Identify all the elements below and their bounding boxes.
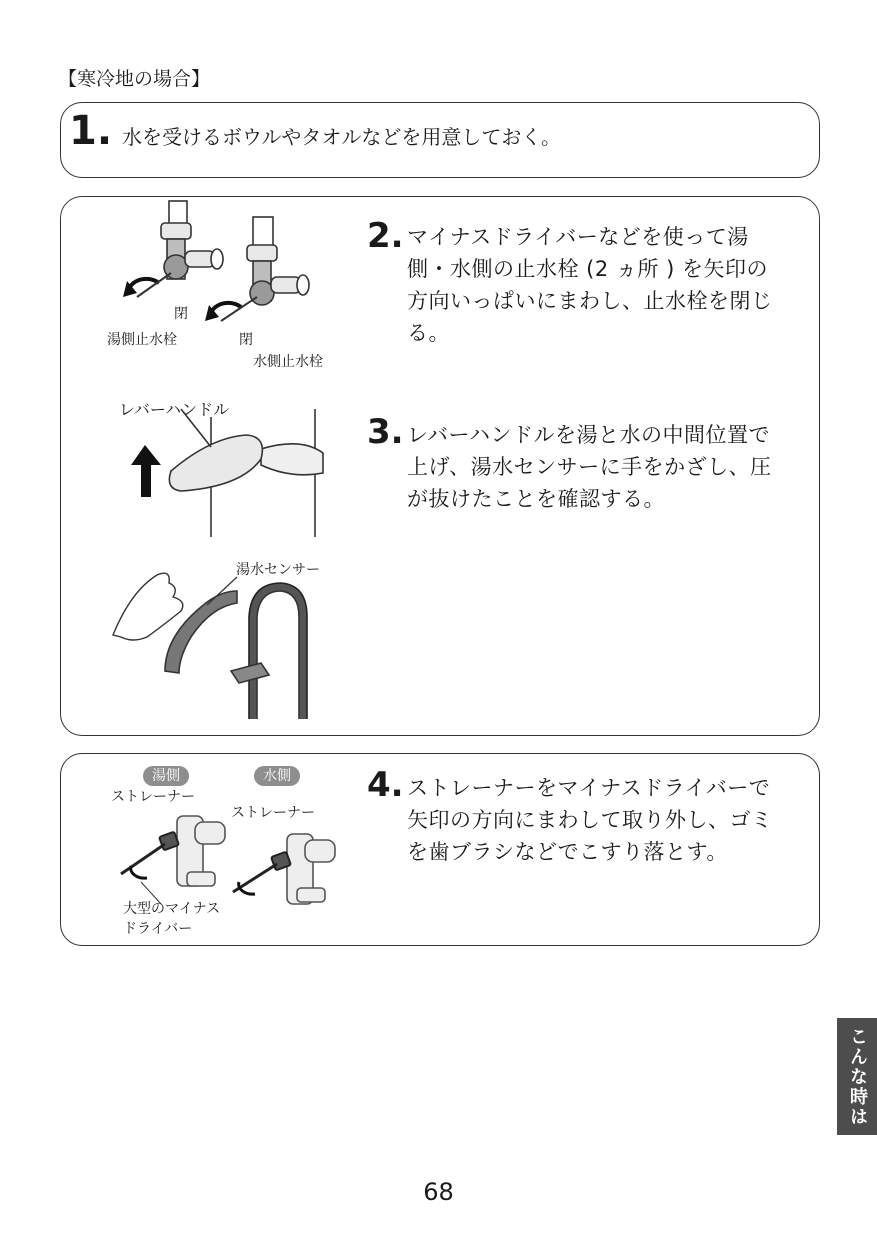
step2-line: る。 — [407, 321, 450, 345]
driver-label — [123, 898, 220, 938]
step4-line: 矢印の方向にまわして取り外し、ゴミ — [407, 808, 773, 832]
sensor-label: 湯水センサー — [236, 562, 320, 578]
step1-box — [60, 102, 820, 178]
hot-side-tag: 湯側 — [143, 766, 189, 786]
section-label: 【寒冷地の場合】 — [58, 68, 211, 90]
step4-text — [407, 772, 773, 868]
step2-text — [407, 221, 773, 349]
step3-line: が抜けたことを確認する。 — [407, 487, 665, 511]
close-label-hot: 閉 — [174, 306, 188, 322]
side-tab[interactable]: こんな時は — [837, 1018, 877, 1135]
step4-line: を歯ブラシなどでこすり落とす。 — [407, 840, 728, 864]
close-label-cold: 閉 — [239, 332, 253, 348]
step2-number: 2. — [367, 216, 404, 256]
driver-label-line2: ドライバー — [123, 921, 193, 937]
step4-line: ストレーナーをマイナスドライバーで — [407, 776, 771, 800]
step1-number: 1. — [69, 108, 113, 154]
step2-line: 側・水側の止水栓 (2 ヵ所 ) を矢印の — [407, 257, 768, 281]
lever-illustration — [61, 197, 361, 737]
page-number: 68 — [423, 1178, 454, 1206]
cold-valve-label: 水側止水栓 — [253, 354, 323, 370]
step4-box — [60, 753, 820, 946]
step3-line: 上げ、湯水センサーに手をかざし、圧 — [407, 455, 772, 479]
step1-text: 水を受けるボウルやタオルなどを用意しておく。 — [122, 125, 562, 149]
cold-side-tag: 水側 — [254, 766, 300, 786]
step3-line: レバーハンドルを湯と水の中間位置で — [407, 423, 770, 447]
strainer-label-hot: ストレーナー — [111, 789, 195, 805]
step3-text — [407, 419, 772, 515]
step3-number: 3. — [367, 412, 404, 452]
lever-label: レバーハンドル — [119, 400, 230, 419]
step2-3-box — [60, 196, 820, 736]
hot-valve-label: 湯側止水栓 — [107, 332, 177, 348]
step2-line: マイナスドライバーなどを使って湯 — [407, 225, 749, 249]
step4-number: 4. — [367, 765, 404, 805]
strainer-label-cold: ストレーナー — [231, 805, 315, 821]
driver-label-line1: 大型のマイナス — [123, 901, 221, 917]
step2-line: 方向いっぱいにまわし、止水栓を閉じ — [407, 289, 773, 313]
